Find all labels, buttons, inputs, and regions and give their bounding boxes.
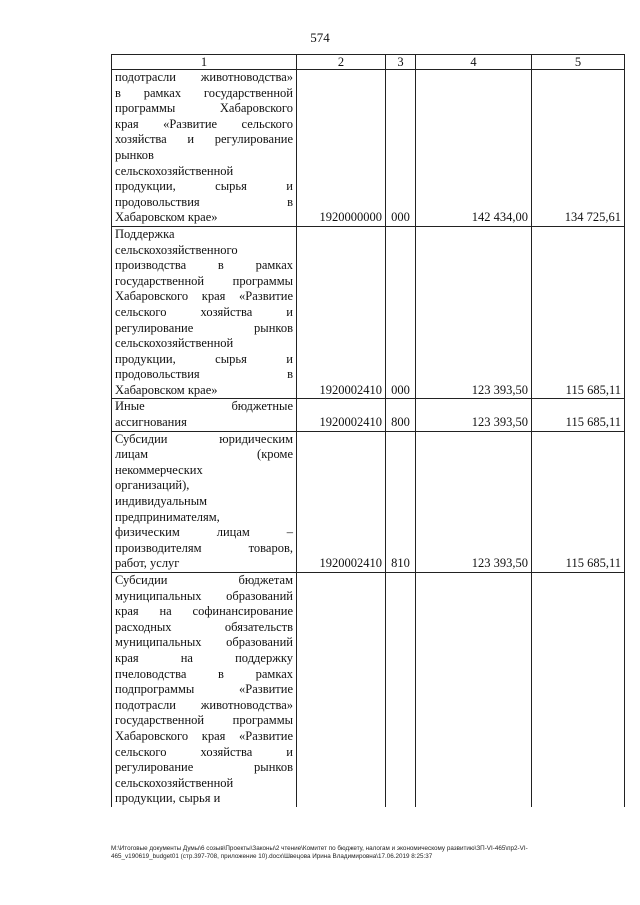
sum-2019-exec-cell: 115 685,11 — [532, 226, 625, 399]
description-line: лицам (кроме — [115, 447, 293, 462]
sum-2019-exec-cell — [532, 573, 625, 807]
sum-2019-exec-cell: 115 685,11 — [532, 399, 625, 431]
description-line: пчеловодства в рамках — [115, 666, 293, 681]
header-cell: 1 — [112, 55, 297, 70]
sum-2019-cell: 123 393,50 — [416, 399, 532, 431]
description-line: программы Хабаровского — [115, 101, 293, 116]
description-line: хозяйства и регулирование — [115, 132, 293, 147]
type-cell — [386, 573, 416, 807]
type-cell: 810 — [386, 431, 416, 572]
description-line: продукции, сырья и — [115, 791, 221, 806]
type-cell: 000 — [386, 70, 416, 227]
table-row — [112, 431, 625, 572]
description-line: Хабаровском крае» — [115, 382, 218, 397]
description-line: в рамках государственной — [115, 85, 293, 100]
page-number: 574 — [310, 30, 330, 45]
code-cell: 1920000000 — [297, 70, 386, 227]
description-line: Субсидии бюджетам — [115, 573, 293, 587]
description-line: продукции, сырья и — [115, 179, 293, 194]
table-header-row — [112, 55, 625, 70]
description-line: подпрограммы «Развитие — [115, 682, 293, 697]
description-line: муниципальных образований — [115, 588, 293, 603]
table-row — [112, 70, 625, 227]
description-line: сельскохозяйственной — [115, 775, 234, 790]
sum-2019-cell: 123 393,50 — [416, 431, 532, 572]
description-line: государственной программы — [115, 713, 293, 728]
description-cell — [112, 70, 297, 227]
description-cell — [112, 573, 297, 807]
description-line: работ, услуг — [115, 556, 180, 571]
description-line: регулирование рынков — [115, 320, 293, 335]
sum-2019-exec-cell: 115 685,11 — [532, 431, 625, 572]
sum-2019-cell — [416, 573, 532, 807]
description-line: регулирование рынков — [115, 760, 293, 775]
description-line: Хабаровского края «Развитие — [115, 728, 293, 743]
header-cell: 5 — [532, 55, 625, 70]
description-line: Субсидии юридическим — [115, 431, 293, 446]
description-line: сельскохозяйственной — [115, 336, 234, 351]
description-line: подотрасли животноводства» — [115, 697, 293, 712]
description-line: Хабаровском крае» — [115, 210, 218, 225]
table-row — [112, 573, 625, 807]
description-line: организаций), — [115, 478, 190, 493]
description-line: муниципальных образований — [115, 635, 293, 650]
description-line: физическим лицам – — [115, 525, 293, 540]
description-line: продовольствия в — [115, 194, 293, 209]
description-line: рынков — [115, 147, 154, 162]
description-line: ассигнования — [115, 415, 187, 430]
code-cell: 1920002410 — [297, 226, 386, 399]
sum-2019-cell: 142 434,00 — [416, 70, 532, 227]
header-cell: 2 — [297, 55, 386, 70]
description-line: подотрасли животноводства» — [115, 70, 293, 84]
description-line: Иные бюджетные — [115, 399, 293, 414]
description-line: сельскохозяйственной — [115, 163, 234, 178]
description-line: продукции, сырья и — [115, 351, 293, 366]
budget-table — [111, 54, 625, 807]
description-line: продовольствия в — [115, 367, 293, 382]
description-line: сельскохозяйственного — [115, 242, 238, 257]
description-line: производства в рамках — [115, 258, 293, 273]
description-line: производителям товаров, — [115, 540, 293, 555]
type-cell: 000 — [386, 226, 416, 399]
description-cell — [112, 431, 297, 572]
table-row — [112, 399, 625, 431]
type-cell: 800 — [386, 399, 416, 431]
description-line: Поддержка — [115, 226, 175, 241]
header-cell: 3 — [386, 55, 416, 70]
table-row — [112, 226, 625, 399]
description-line: Хабаровского края «Развитие — [115, 289, 293, 304]
description-line: государственной программы — [115, 273, 293, 288]
code-cell — [297, 573, 386, 807]
description-line: края на софинансирование — [115, 604, 293, 619]
description-line: края на поддержку — [115, 650, 293, 665]
description-line: сельского хозяйства и — [115, 744, 293, 759]
description-cell — [112, 226, 297, 399]
description-line: индивидуальным — [115, 494, 208, 509]
description-cell — [112, 399, 297, 431]
description-line: сельского хозяйства и — [115, 304, 293, 319]
code-cell: 1920002410 — [297, 399, 386, 431]
code-cell: 1920002410 — [297, 431, 386, 572]
description-line: предпринимателям, — [115, 509, 220, 524]
header-cell: 4 — [416, 55, 532, 70]
description-line: некоммерческих — [115, 462, 203, 477]
sum-2019-cell: 123 393,50 — [416, 226, 532, 399]
sum-2019-exec-cell: 134 725,61 — [532, 70, 625, 227]
description-line: расходных обязательств — [115, 619, 293, 634]
description-line: края «Развитие сельского — [115, 116, 293, 131]
file-path-footer: M:\Итоговые документы Думы\6 созыв\Проекты\Законы\2 чтение\Комитет по бюджету, налогам и экономическому развитию\ЗП-VI-465\пр2-VI-465_v190619_budget01 (стр.397-708, приложение 10).docx\Швецова Ирина Владимировна\17.06.2019 8:25:37 — [111, 845, 528, 860]
